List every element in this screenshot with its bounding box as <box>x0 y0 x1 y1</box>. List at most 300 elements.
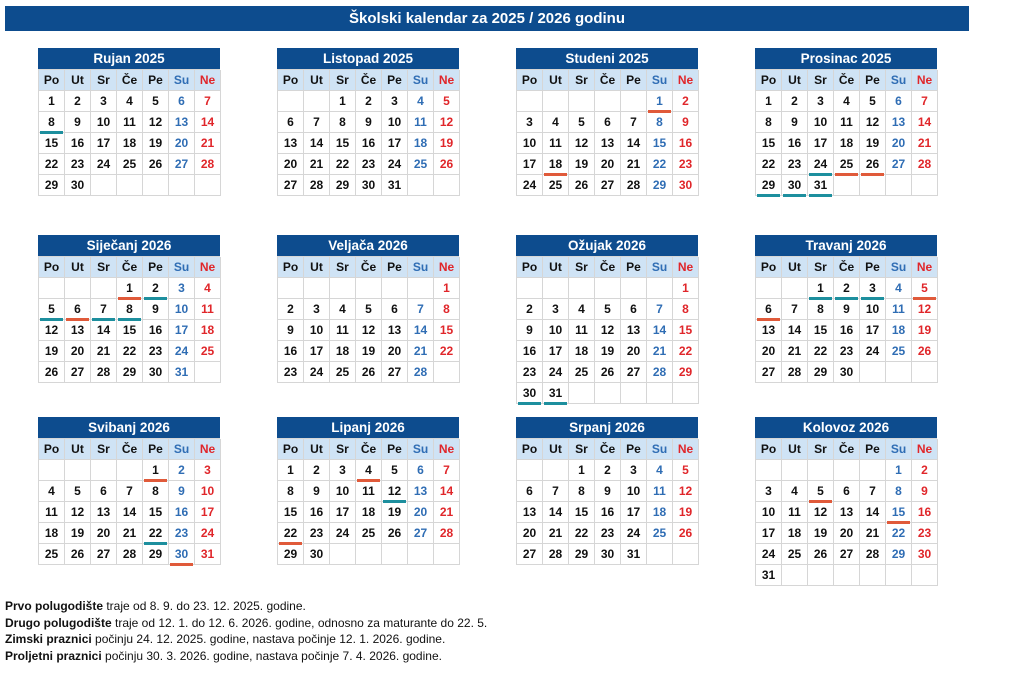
day-cell: 6 <box>169 91 195 112</box>
day-cell: 21 <box>434 502 460 523</box>
day-cell: 26 <box>912 341 938 362</box>
month-calendar <box>755 235 937 383</box>
weekday-header: Sr <box>91 70 117 91</box>
day-cell: 16 <box>65 133 91 154</box>
empty-cell <box>621 91 647 112</box>
day-cell: 10 <box>169 299 195 320</box>
note-text: počinju 30. 3. 2026. godine, nastava počinje 7. 4. 2026. godine. <box>101 648 442 663</box>
month-calendar <box>38 417 220 565</box>
day-cell: 1 <box>117 278 143 299</box>
note-label: Prvo polugodište <box>5 599 104 613</box>
day-cell: 4 <box>543 112 569 133</box>
day-cell: 16 <box>278 341 304 362</box>
day-cell: 31 <box>808 175 834 196</box>
day-cell: 21 <box>647 341 673 362</box>
day-cell: 8 <box>569 481 595 502</box>
day-cell: 6 <box>408 460 434 481</box>
weekday-header: Su <box>647 257 673 278</box>
day-cell: 7 <box>912 91 938 112</box>
empty-cell <box>834 460 860 481</box>
weekday-header: Sr <box>569 257 595 278</box>
day-cell: 19 <box>595 341 621 362</box>
day-cell: 8 <box>117 299 143 320</box>
day-cell: 5 <box>912 278 938 299</box>
month-calendar <box>755 417 937 586</box>
day-cell: 26 <box>382 523 408 544</box>
day-cell: 9 <box>278 320 304 341</box>
empty-cell <box>543 91 569 112</box>
weekday-header: Ne <box>195 257 221 278</box>
empty-cell <box>143 175 169 196</box>
weekday-header: Ut <box>782 70 808 91</box>
empty-cell <box>569 91 595 112</box>
day-cell: 29 <box>808 362 834 383</box>
weekday-header: Ne <box>434 70 460 91</box>
empty-cell <box>886 565 912 586</box>
day-cell: 1 <box>434 278 460 299</box>
day-cell: 26 <box>356 362 382 383</box>
day-cell: 12 <box>860 112 886 133</box>
weekday-header: Sr <box>330 439 356 460</box>
day-cell: 15 <box>434 320 460 341</box>
day-cell: 3 <box>517 112 543 133</box>
day-cell: 8 <box>886 481 912 502</box>
month-grid <box>277 69 459 196</box>
weekday-header: Ne <box>912 257 938 278</box>
day-cell: 2 <box>912 460 938 481</box>
weekday-header: Ne <box>673 439 699 460</box>
day-cell: 5 <box>860 91 886 112</box>
day-cell: 4 <box>195 278 221 299</box>
day-cell: 7 <box>91 299 117 320</box>
empty-cell <box>912 175 938 196</box>
day-cell: 18 <box>408 133 434 154</box>
day-cell: 27 <box>65 362 91 383</box>
day-cell: 8 <box>808 299 834 320</box>
note-text: traje od 12. 1. do 12. 6. 2026. godine, odnosno za maturante do 22. 5. <box>111 615 488 630</box>
day-cell: 9 <box>143 299 169 320</box>
day-cell: 24 <box>517 175 543 196</box>
month-calendar <box>277 417 459 565</box>
day-cell: 11 <box>543 133 569 154</box>
day-cell: 24 <box>543 362 569 383</box>
day-cell: 7 <box>117 481 143 502</box>
day-cell: 29 <box>330 175 356 196</box>
empty-cell <box>117 460 143 481</box>
day-cell: 20 <box>91 523 117 544</box>
day-cell: 13 <box>169 112 195 133</box>
month-calendar <box>516 417 698 565</box>
day-cell: 30 <box>169 544 195 565</box>
day-cell: 3 <box>91 91 117 112</box>
weekday-header: Pe <box>143 257 169 278</box>
day-cell: 27 <box>595 175 621 196</box>
day-cell: 31 <box>756 565 782 586</box>
day-cell: 25 <box>569 362 595 383</box>
day-cell: 16 <box>169 502 195 523</box>
day-cell: 16 <box>912 502 938 523</box>
day-cell: 23 <box>356 154 382 175</box>
day-cell: 19 <box>860 133 886 154</box>
day-cell: 11 <box>886 299 912 320</box>
month-title: Rujan 2025 <box>38 48 220 69</box>
day-cell: 9 <box>673 112 699 133</box>
day-cell: 11 <box>569 320 595 341</box>
day-cell: 19 <box>65 523 91 544</box>
month-calendar <box>277 235 459 383</box>
day-cell: 25 <box>834 154 860 175</box>
day-cell: 9 <box>834 299 860 320</box>
day-cell: 12 <box>143 112 169 133</box>
weekday-header: Pe <box>860 257 886 278</box>
notes <box>5 598 487 664</box>
weekday-header: Pe <box>382 70 408 91</box>
day-cell: 18 <box>886 320 912 341</box>
day-cell: 17 <box>330 502 356 523</box>
empty-cell <box>382 544 408 565</box>
day-cell: 9 <box>782 112 808 133</box>
empty-cell <box>65 460 91 481</box>
empty-cell <box>330 278 356 299</box>
day-cell: 5 <box>808 481 834 502</box>
empty-cell <box>595 383 621 404</box>
weekday-header: Ut <box>65 439 91 460</box>
day-cell: 18 <box>39 523 65 544</box>
day-cell: 30 <box>517 383 543 404</box>
day-cell: 2 <box>65 91 91 112</box>
day-cell: 27 <box>886 154 912 175</box>
month-title: Lipanj 2026 <box>277 417 459 438</box>
day-cell: 21 <box>860 523 886 544</box>
empty-cell <box>517 278 543 299</box>
empty-cell <box>434 175 460 196</box>
weekday-header: Ne <box>195 439 221 460</box>
day-cell: 13 <box>65 320 91 341</box>
note-label: Proljetni praznici <box>5 648 102 663</box>
weekday-header: Su <box>169 439 195 460</box>
day-cell: 14 <box>782 320 808 341</box>
day-cell: 5 <box>382 460 408 481</box>
day-cell: 5 <box>356 299 382 320</box>
day-cell: 27 <box>169 154 195 175</box>
day-cell: 21 <box>543 523 569 544</box>
day-cell: 29 <box>569 544 595 565</box>
empty-cell <box>647 278 673 299</box>
day-cell: 3 <box>195 460 221 481</box>
day-cell: 25 <box>356 523 382 544</box>
day-cell: 30 <box>834 362 860 383</box>
day-cell: 31 <box>621 544 647 565</box>
weekday-header: Ut <box>65 70 91 91</box>
weekday-header: Sr <box>808 70 834 91</box>
day-cell: 26 <box>65 544 91 565</box>
day-cell: 14 <box>91 320 117 341</box>
day-cell: 12 <box>912 299 938 320</box>
day-cell: 20 <box>621 341 647 362</box>
empty-cell <box>91 460 117 481</box>
month-calendar <box>516 48 698 196</box>
day-cell: 1 <box>330 91 356 112</box>
day-cell: 17 <box>543 341 569 362</box>
empty-cell <box>782 565 808 586</box>
day-cell: 17 <box>756 523 782 544</box>
weekday-header: Ut <box>543 70 569 91</box>
day-cell: 18 <box>569 341 595 362</box>
day-cell: 28 <box>860 544 886 565</box>
day-cell: 8 <box>647 112 673 133</box>
day-cell: 5 <box>65 481 91 502</box>
day-cell: 3 <box>756 481 782 502</box>
day-cell: 18 <box>782 523 808 544</box>
empty-cell <box>647 383 673 404</box>
day-cell: 6 <box>65 299 91 320</box>
empty-cell <box>782 460 808 481</box>
day-cell: 11 <box>195 299 221 320</box>
day-cell: 22 <box>278 523 304 544</box>
weekday-header: Sr <box>569 439 595 460</box>
day-cell: 7 <box>860 481 886 502</box>
empty-cell <box>756 278 782 299</box>
day-cell: 3 <box>382 91 408 112</box>
day-cell: 22 <box>330 154 356 175</box>
day-cell: 2 <box>782 91 808 112</box>
empty-cell <box>886 175 912 196</box>
day-cell: 21 <box>117 523 143 544</box>
day-cell: 10 <box>517 133 543 154</box>
day-cell: 11 <box>117 112 143 133</box>
day-cell: 20 <box>834 523 860 544</box>
day-cell: 31 <box>382 175 408 196</box>
day-cell: 25 <box>647 523 673 544</box>
day-cell: 6 <box>834 481 860 502</box>
month-title: Prosinac 2025 <box>755 48 937 69</box>
day-cell: 5 <box>673 460 699 481</box>
month-grid <box>755 69 937 196</box>
day-cell: 8 <box>278 481 304 502</box>
day-cell: 2 <box>356 91 382 112</box>
day-cell: 3 <box>621 460 647 481</box>
empty-cell <box>756 460 782 481</box>
day-cell: 6 <box>886 91 912 112</box>
day-cell: 27 <box>621 362 647 383</box>
day-cell: 23 <box>65 154 91 175</box>
day-cell: 2 <box>595 460 621 481</box>
month-grid <box>38 256 220 383</box>
day-cell: 15 <box>886 502 912 523</box>
weekday-header: Po <box>517 257 543 278</box>
weekday-header: Ne <box>434 439 460 460</box>
empty-cell <box>647 544 673 565</box>
weekday-header: Sr <box>330 257 356 278</box>
day-cell: 5 <box>569 112 595 133</box>
day-cell: 19 <box>143 133 169 154</box>
day-cell: 7 <box>304 112 330 133</box>
day-cell: 28 <box>408 362 434 383</box>
day-cell: 29 <box>886 544 912 565</box>
day-cell: 11 <box>782 502 808 523</box>
day-cell: 18 <box>647 502 673 523</box>
empty-cell <box>912 362 938 383</box>
day-cell: 27 <box>834 544 860 565</box>
empty-cell <box>621 383 647 404</box>
weekday-header: Sr <box>808 257 834 278</box>
day-cell: 1 <box>569 460 595 481</box>
day-cell: 26 <box>860 154 886 175</box>
weekday-header: Po <box>278 257 304 278</box>
empty-cell <box>304 91 330 112</box>
empty-cell <box>621 278 647 299</box>
month-calendar <box>755 48 937 196</box>
day-cell: 28 <box>91 362 117 383</box>
weekday-header: Pe <box>143 439 169 460</box>
empty-cell <box>408 544 434 565</box>
empty-cell <box>543 278 569 299</box>
day-cell: 6 <box>621 299 647 320</box>
empty-cell <box>912 565 938 586</box>
day-cell: 4 <box>782 481 808 502</box>
weekday-header: Če <box>834 257 860 278</box>
day-cell: 1 <box>647 91 673 112</box>
day-cell: 24 <box>808 154 834 175</box>
day-cell: 25 <box>408 154 434 175</box>
day-cell: 8 <box>434 299 460 320</box>
empty-cell <box>808 565 834 586</box>
month-title: Kolovoz 2026 <box>755 417 937 438</box>
day-cell: 22 <box>673 341 699 362</box>
weekday-header: Če <box>117 70 143 91</box>
weekday-header: Sr <box>91 257 117 278</box>
weekday-header: Če <box>595 439 621 460</box>
empty-cell <box>517 91 543 112</box>
empty-cell <box>65 278 91 299</box>
day-cell: 13 <box>382 320 408 341</box>
day-cell: 13 <box>278 133 304 154</box>
weekday-header: Ne <box>912 439 938 460</box>
day-cell: 11 <box>834 112 860 133</box>
day-cell: 19 <box>673 502 699 523</box>
day-cell: 5 <box>595 299 621 320</box>
day-cell: 4 <box>330 299 356 320</box>
day-cell: 8 <box>330 112 356 133</box>
day-cell: 26 <box>595 362 621 383</box>
empty-cell <box>834 175 860 196</box>
day-cell: 23 <box>834 341 860 362</box>
day-cell: 4 <box>886 278 912 299</box>
day-cell: 21 <box>195 133 221 154</box>
day-cell: 25 <box>782 544 808 565</box>
weekday-header: Po <box>517 439 543 460</box>
day-cell: 18 <box>834 133 860 154</box>
day-cell: 13 <box>621 320 647 341</box>
month-title: Siječanj 2026 <box>38 235 220 256</box>
day-cell: 10 <box>330 481 356 502</box>
month-title: Travanj 2026 <box>755 235 937 256</box>
day-cell: 20 <box>595 154 621 175</box>
weekday-header: Ne <box>434 257 460 278</box>
day-cell: 17 <box>808 133 834 154</box>
day-cell: 15 <box>143 502 169 523</box>
day-cell: 11 <box>356 481 382 502</box>
day-cell: 12 <box>808 502 834 523</box>
day-cell: 7 <box>434 460 460 481</box>
day-cell: 14 <box>408 320 434 341</box>
day-cell: 2 <box>673 91 699 112</box>
empty-cell <box>673 383 699 404</box>
empty-cell <box>673 544 699 565</box>
day-cell: 12 <box>569 133 595 154</box>
day-cell: 12 <box>434 112 460 133</box>
weekday-header: Po <box>39 439 65 460</box>
day-cell: 10 <box>621 481 647 502</box>
day-cell: 4 <box>647 460 673 481</box>
day-cell: 14 <box>543 502 569 523</box>
day-cell: 4 <box>356 460 382 481</box>
day-cell: 20 <box>65 341 91 362</box>
weekday-header: Pe <box>621 257 647 278</box>
day-cell: 26 <box>673 523 699 544</box>
day-cell: 22 <box>886 523 912 544</box>
day-cell: 24 <box>330 523 356 544</box>
note-text: počinju 24. 12. 2025. godine, nastava počinje 12. 1. 2026. godine. <box>91 632 446 646</box>
day-cell: 19 <box>808 523 834 544</box>
empty-cell <box>39 460 65 481</box>
day-cell: 2 <box>517 299 543 320</box>
empty-cell <box>408 175 434 196</box>
day-cell: 15 <box>808 320 834 341</box>
day-cell: 21 <box>91 341 117 362</box>
day-cell: 14 <box>647 320 673 341</box>
day-cell: 16 <box>673 133 699 154</box>
note-line <box>5 615 487 632</box>
day-cell: 8 <box>673 299 699 320</box>
day-cell: 30 <box>65 175 91 196</box>
day-cell: 17 <box>304 341 330 362</box>
day-cell: 1 <box>143 460 169 481</box>
day-cell: 30 <box>673 175 699 196</box>
weekday-header: Po <box>39 70 65 91</box>
month-grid <box>755 438 937 586</box>
month-grid <box>516 69 698 196</box>
day-cell: 28 <box>647 362 673 383</box>
day-cell: 3 <box>304 299 330 320</box>
day-cell: 3 <box>543 299 569 320</box>
day-cell: 1 <box>886 460 912 481</box>
day-cell: 23 <box>278 362 304 383</box>
weekday-header: Če <box>356 439 382 460</box>
day-cell: 9 <box>356 112 382 133</box>
weekday-header: Če <box>834 70 860 91</box>
day-cell: 16 <box>834 320 860 341</box>
day-cell: 22 <box>647 154 673 175</box>
day-cell: 24 <box>304 362 330 383</box>
day-cell: 19 <box>912 320 938 341</box>
day-cell: 29 <box>673 362 699 383</box>
note-text: traje od 8. 9. do 23. 12. 2025. godine. <box>103 599 306 613</box>
day-cell: 18 <box>543 154 569 175</box>
weekday-header: Po <box>756 439 782 460</box>
empty-cell <box>834 565 860 586</box>
day-cell: 21 <box>912 133 938 154</box>
day-cell: 16 <box>782 133 808 154</box>
day-cell: 22 <box>808 341 834 362</box>
weekday-header: Su <box>647 439 673 460</box>
empty-cell <box>117 175 143 196</box>
weekday-header: Su <box>886 257 912 278</box>
day-cell: 19 <box>356 341 382 362</box>
day-cell: 25 <box>543 175 569 196</box>
day-cell: 26 <box>808 544 834 565</box>
day-cell: 31 <box>169 362 195 383</box>
